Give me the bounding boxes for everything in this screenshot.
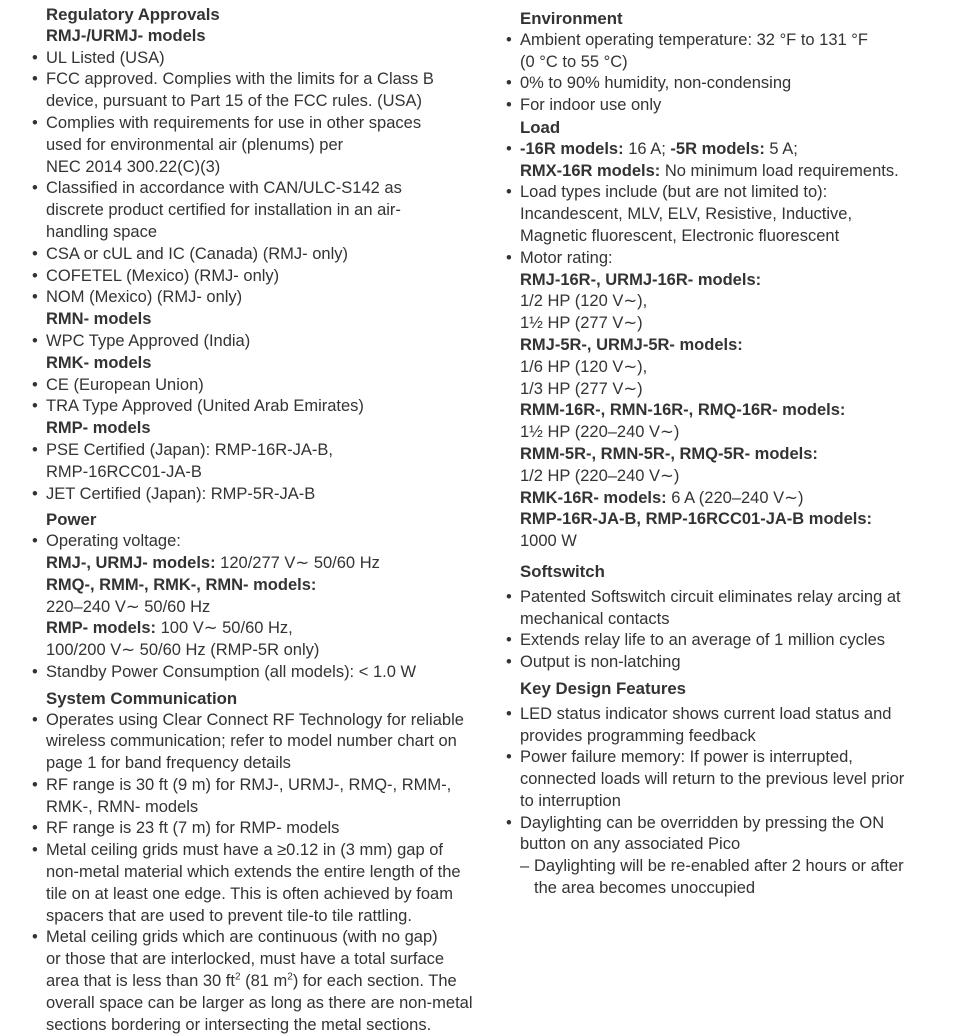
list-item-line: (0 °C to 55 °C)	[520, 52, 628, 71]
list-item	[18, 375, 498, 397]
list-item	[492, 30, 952, 74]
section-heading: Environment	[520, 9, 623, 28]
list-item-line: • FCC approved. Complies with the limits for a Class B	[46, 70, 434, 89]
subheading-rmj: RMJ-/URMJ- models	[46, 26, 206, 45]
list-item-line: page 1 for band frequency details	[46, 754, 291, 773]
list-item-line: • RF range is 30 ft (9 m) for RMJ-, URMJ-, RMQ-, RMM-,	[46, 775, 452, 794]
list-item	[18, 69, 498, 113]
list-item-line: mechanical contacts	[520, 609, 670, 628]
list-item-line: tile on at least one edge. This is often achieved by foam	[46, 884, 453, 903]
list-item: • Motor rating: RMJ-16R-, URMJ-16R- models: 1/2 HP (120 V∼), 1½ HP (277 V∼) RMJ-5R-, URMJ-5R- models: 1/6 HP (120 V∼), 1/3 HP (277 V∼) RMM-16R-, RMN-16R-, RMQ-16R- models: 1½ HP (220–240 V∼) RMM-5R-, RMN-5R-, RMQ-5R- models: 1/2 HP (220–240 V∼) RMK-16R- models: 6 A (220–240 V∼) RMP-16R-JA-B, RMP-16RCC01-JA-B models: 1000 W	[492, 248, 952, 553]
list-item-line: RMK-, RMN- models	[46, 797, 199, 816]
list-item-line: to interruption	[520, 791, 621, 810]
list-item-line: • Ambient operating temperature: 32 °F to 131 °F	[520, 30, 868, 49]
softswitch-section	[492, 561, 952, 674]
section-heading: Key Design Features	[520, 678, 687, 698]
list-item	[18, 113, 498, 178]
list-item	[18, 710, 498, 775]
list-item	[18, 840, 498, 927]
bullet-list	[18, 375, 498, 419]
list-item-line: • PSE Certified (Japan): RMP-16R-JA-B,	[46, 440, 334, 459]
list-item-line: • LED status indicator shows current load status and	[520, 704, 892, 723]
list-item-line: button on any associated Pico	[520, 835, 741, 854]
section-heading: System Communication	[46, 688, 238, 708]
list-item: • Metal ceiling grids which are continuous (with no gap) or those that are interlocked, must have a total surface area that is less than 30 $ft^2$ (81 $m^2$) for each section. The overall space can be larger as long as there are non-metal sections bordering or intersecting the metal sections.	[18, 927, 498, 1036]
list-item	[18, 244, 498, 266]
list-item	[492, 652, 952, 674]
list-item-line: device, pursuant to Part 15 of the FCC rules. (USA)	[46, 92, 422, 111]
list-item-line: • CSA or cUL and IC (Canada) (RMJ- only)	[46, 244, 348, 263]
section-heading: Load	[520, 117, 561, 137]
list-item-line: • TRA Type Approved (United Arab Emirates)	[46, 397, 364, 416]
list-item	[18, 484, 498, 506]
list-item-line: • Output is non-latching	[520, 653, 681, 672]
key-design-features-section	[492, 678, 952, 900]
list-item-line: • Classified in accordance with CAN/ULC-S142 as	[46, 179, 402, 198]
system-communication-section	[18, 688, 498, 1036]
list-item	[18, 818, 498, 840]
list-item	[492, 813, 952, 857]
list-item	[492, 73, 952, 95]
list-item-line: • Patented Softswitch circuit eliminates relay arcing at	[520, 587, 901, 606]
list-item	[18, 331, 498, 353]
bullet-list	[18, 440, 498, 505]
list-item-line: • UL Listed (USA)	[46, 48, 165, 67]
list-item: • Operating voltage: RMJ-, URMJ- models: 120/277 V∼ 50/60 Hz RMQ-, RMM-, RMK-, RMN- models: 220–240 V∼ 50/60 Hz RMP- models: 100 V∼ 50/60 Hz, 100/200 V∼ 50/60 Hz (RMP-5R only)	[18, 531, 498, 662]
list-item-line: handling space	[46, 222, 158, 241]
left-column	[18, 4, 498, 1036]
bullet-list	[18, 927, 498, 1036]
list-item-line: • WPC Type Approved (India)	[46, 331, 251, 350]
list-item	[492, 747, 952, 812]
list-item-line: • NOM (Mexico) (RMJ- only)	[46, 288, 243, 307]
list-item-line: non-metal material which extends the entire length of the	[46, 863, 461, 882]
list-item	[18, 775, 498, 819]
subheading-rmp: RMP- models	[46, 419, 151, 438]
list-item-line: RMP-16RCC01-JA-B	[46, 462, 202, 481]
list-item-line: used for environmental air (plenums) per	[46, 135, 344, 154]
list-item	[18, 440, 498, 484]
list-item-line: • Complies with requirements for use in other spaces	[46, 113, 422, 132]
bullet-list	[18, 710, 498, 928]
list-item-line: provides programming feedback	[520, 726, 756, 745]
list-item	[18, 396, 498, 418]
list-item-line: • 0% to 90% humidity, non-condensing	[520, 74, 792, 93]
list-item-line: • Metal ceiling grids must have a ≥0.12 in (3 mm) gap of	[46, 841, 443, 860]
list-item-line: NEC 2014 300.22(C)(3)	[46, 157, 221, 176]
list-item: • Load types include (but are not limited to): Incandescent, MLV, ELV, Resistive, Inductive, Magnetic fluorescent, Electronic fluorescent	[492, 182, 952, 247]
list-item	[492, 95, 952, 117]
list-item	[18, 266, 498, 288]
bullet-list	[492, 30, 952, 117]
sub-bullet: – Daylighting will be re-enabled after 2 hours or after the area becomes unoccupied	[492, 856, 952, 900]
list-item	[492, 587, 952, 631]
list-item-line: connected loads will return to the previous level prior	[520, 770, 905, 789]
list-item-line: • Daylighting can be overridden by pressing the ON	[520, 813, 885, 832]
list-item	[492, 630, 952, 652]
bullet-list	[18, 531, 498, 684]
bullet-list	[18, 331, 498, 353]
list-item-line: • JET Certified (Japan): RMP-5R-JA-B	[46, 484, 316, 503]
right-column	[492, 8, 952, 900]
list-item-line: • Power failure memory: If power is interrupted,	[520, 748, 853, 767]
subheading-rmn: RMN- models	[46, 310, 152, 329]
list-item-line: spacers that are used to prevent tile-to tile rattling.	[46, 906, 412, 925]
power-section	[18, 509, 498, 683]
section-heading: Regulatory Approvals	[46, 5, 220, 24]
list-item-line: • Operates using Clear Connect RF Technology for reliable	[46, 710, 464, 729]
list-item-line: • Extends relay life to an average of 1 million cycles	[520, 631, 886, 650]
list-item: • -16R models: 16 A; -5R models: 5 A; RMX-16R models: No minimum load requirements.	[492, 139, 952, 183]
environment-section	[492, 8, 952, 117]
list-item-line: • CE (European Union)	[46, 375, 204, 394]
bullet-list	[492, 587, 952, 674]
list-item: • Standby Power Consumption (all models): < 1.0 W	[18, 662, 498, 684]
list-item-line: • COFETEL (Mexico) (RMJ- only)	[46, 266, 280, 285]
bullet-list	[18, 48, 498, 310]
list-item	[18, 178, 498, 243]
list-item	[18, 48, 498, 70]
section-heading: Softswitch	[520, 561, 605, 581]
list-item-line: • For indoor use only	[520, 96, 662, 115]
list-item	[492, 704, 952, 748]
bullet-list	[492, 704, 952, 857]
subheading-rmk: RMK- models	[46, 353, 152, 372]
section-heading: Power	[46, 510, 97, 530]
list-item-line: discrete product certified for installation in an air-	[46, 201, 401, 220]
list-item-line: wireless communication; refer to model number chart on	[46, 732, 457, 751]
bullet-list	[492, 139, 952, 553]
list-item-line: • RF range is 23 ft (7 m) for RMP- models	[46, 819, 340, 838]
regulatory-approvals-section	[18, 4, 498, 505]
load-section	[492, 117, 952, 553]
list-item	[18, 287, 498, 309]
